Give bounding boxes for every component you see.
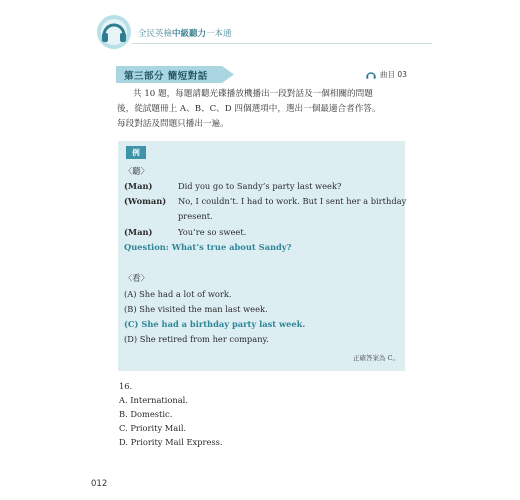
question-option-d: D. Priority Mail Express. <box>119 437 223 447</box>
question-number: 16. <box>119 381 133 391</box>
book-title <box>138 27 232 39</box>
option-c-correct: (C) She had a birthday party last week. <box>124 319 306 329</box>
dialogue-continuation: present. <box>178 211 213 221</box>
track-label: 曲目 03 <box>380 70 407 79</box>
look-label: 〈看〉 <box>124 273 149 283</box>
instructions <box>117 87 417 132</box>
instruction-line: 每段對話及問題只播出一遍。 <box>117 119 229 129</box>
question-option-a: A. International. <box>119 395 188 405</box>
dialogue-line <box>124 196 406 206</box>
audio-track <box>366 69 407 80</box>
speaker: (Woman) <box>124 196 167 206</box>
headphones-logo-icon <box>96 14 132 50</box>
page-number: 012 <box>91 479 108 489</box>
book-title-suffix: 一本通 <box>206 29 232 39</box>
book-title-bold: 中級聽力 <box>172 29 207 39</box>
instruction-line: 共 10 題，每題請聽光碟播放機播出一段對話及一個相關的問題 <box>133 89 373 99</box>
speaker: (Man) <box>124 181 153 191</box>
section-title: 第三部分 簡短對話 <box>124 71 208 82</box>
question-option-b: B. Domestic. <box>119 409 173 419</box>
speaker: (Man) <box>124 227 153 237</box>
option-a: (A) She had a lot of work. <box>124 289 232 299</box>
example-question: Question: What’s true about Sandy? <box>124 242 292 252</box>
utterance: You’re so sweet. <box>178 227 247 237</box>
header-rule <box>132 43 432 44</box>
instruction-line: 後，從試題冊上 A、B、C、D 四個選項中，選出一個最適合者作答。 <box>117 104 381 114</box>
headphones-icon <box>366 70 376 79</box>
utterance: Did you go to Sandy’s party last week? <box>178 181 342 191</box>
answer-note: 正確答案為 C。 <box>352 354 399 362</box>
dialogue-line <box>124 227 246 237</box>
example-box <box>118 141 405 371</box>
example-tag: 例 <box>126 146 146 159</box>
utterance: No, I couldn’t. I had to work. But I sent her a birthday <box>178 196 407 206</box>
book-title-prefix: 全民英檢 <box>138 29 173 39</box>
option-d: (D) She retired from her company. <box>124 334 269 344</box>
option-b: (B) She visited the man last week. <box>124 304 268 314</box>
listen-label: 〈聽〉 <box>124 166 149 176</box>
dialogue-line <box>124 181 341 191</box>
question-option-c: C. Priority Mail. <box>119 423 187 433</box>
